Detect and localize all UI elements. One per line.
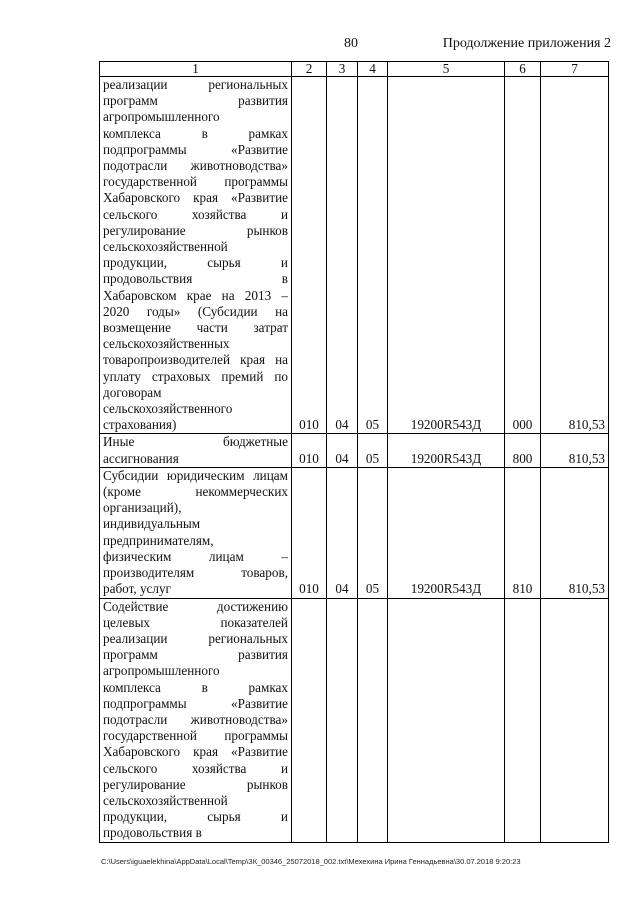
appendix-continuation-label: Продолжение приложения 2 xyxy=(442,36,611,51)
amount-cell: 810,53 xyxy=(541,467,609,598)
row-name-cell xyxy=(100,77,292,434)
row-name-line: целевых показателей xyxy=(103,614,288,630)
row-name-line: страхования) xyxy=(103,417,177,433)
row-name-line: ассигнования xyxy=(103,450,179,466)
row-name-line: сельскохозяйственного xyxy=(103,401,233,417)
page-number: 80 xyxy=(344,36,358,51)
row-name-line: регулирование рынков xyxy=(103,222,288,238)
row-name-cell xyxy=(100,434,292,467)
row-name-line: государственной программы xyxy=(103,174,288,190)
file-path-footer: C:\Users\iguaelekhina\AppData\Local\Temp\ЗК_00346_25072018_002.txt\Мехехина Ирина Геннадьевна\30.07.2018 9:20:23 xyxy=(101,857,521,866)
column-header: 3 xyxy=(327,62,358,77)
row-name-line: Хабаровского края «Развитие xyxy=(103,744,288,760)
target-article-cell: 19200R543Д xyxy=(388,77,505,434)
row-name-line: подпрограммы «Развитие xyxy=(103,141,288,157)
row-name-line: подотрасли животноводства» xyxy=(103,711,288,727)
row-name-line: индивидуальным xyxy=(103,516,201,532)
amount-cell: 810,53 xyxy=(541,434,609,467)
row-name-line: уплату страховых премий по xyxy=(103,368,288,384)
table-row xyxy=(100,434,609,467)
row-name-line: продукции, сырья и xyxy=(103,255,288,271)
subsection-cell xyxy=(358,598,388,842)
row-name-line: Иные бюджетные xyxy=(103,434,288,450)
section-cell: 04 xyxy=(327,434,358,467)
code-cell: 010 xyxy=(292,434,327,467)
code-cell: 010 xyxy=(292,467,327,598)
row-name-line: реализации региональных xyxy=(103,630,288,646)
row-name-line: комплекса в рамках xyxy=(103,125,288,141)
expense-type-cell: 810 xyxy=(505,467,541,598)
row-name-line: сельского хозяйства и xyxy=(103,760,288,776)
row-name-line: возмещение части затрат xyxy=(103,320,288,336)
table-row xyxy=(100,77,609,434)
row-name-line: сельскохозяйственной xyxy=(103,792,228,808)
row-name-line: Хабаровском крае на 2013 – xyxy=(103,287,288,303)
subsection-cell: 05 xyxy=(358,467,388,598)
column-header: 6 xyxy=(505,62,541,77)
table-row xyxy=(100,467,609,598)
row-name-line: подотрасли животноводства» xyxy=(103,158,288,174)
row-name-line: продукции, сырья и xyxy=(103,809,288,825)
subsection-cell: 05 xyxy=(358,434,388,467)
row-name-line: Содействие достижению xyxy=(103,598,288,614)
section-cell: 04 xyxy=(327,467,358,598)
target-article-cell xyxy=(388,598,505,842)
column-header: 1 xyxy=(100,62,292,77)
row-name-line: подпрограммы «Развитие xyxy=(103,695,288,711)
row-name-line: реализации региональных xyxy=(103,77,288,92)
expense-type-cell: 000 xyxy=(505,77,541,434)
column-header: 5 xyxy=(388,62,505,77)
row-name-line: 2020 годы» (Субсидии на xyxy=(103,303,288,319)
row-name-line: физическим лицам – xyxy=(103,548,288,564)
row-name-line: Субсидии юридическим лицам xyxy=(103,467,288,483)
row-name-line: продовольствия в xyxy=(103,271,288,287)
column-header: 7 xyxy=(541,62,609,77)
row-name-line: сельскохозяйственных xyxy=(103,336,230,352)
column-header-row xyxy=(100,62,609,77)
row-name-line: сельского хозяйства и xyxy=(103,206,288,222)
amount-cell: 810,53 xyxy=(541,77,609,434)
row-name-line: сельскохозяйственной xyxy=(103,239,228,255)
row-name-line: государственной программы xyxy=(103,728,288,744)
row-name-line: работ, услуг xyxy=(103,581,171,597)
column-header: 2 xyxy=(292,62,327,77)
section-cell: 04 xyxy=(327,77,358,434)
row-name-line: (кроме некоммерческих xyxy=(103,484,288,500)
amount-cell xyxy=(541,598,609,842)
target-article-cell: 19200R543Д xyxy=(388,434,505,467)
row-name-line: производителям товаров, xyxy=(103,565,288,581)
row-name-line: агропромышленного xyxy=(103,663,220,679)
expense-type-cell: 800 xyxy=(505,434,541,467)
row-name-cell xyxy=(100,467,292,598)
row-name-line: программ развития xyxy=(103,93,288,109)
column-header: 4 xyxy=(358,62,388,77)
row-name-line: товаропроизводителей края на xyxy=(103,352,288,368)
table-row xyxy=(100,598,609,842)
row-name-cell xyxy=(100,598,292,842)
subsection-cell: 05 xyxy=(358,77,388,434)
row-name-line: договорам xyxy=(103,384,162,400)
row-name-line: агропромышленного xyxy=(103,109,220,125)
target-article-cell: 19200R543Д xyxy=(388,467,505,598)
code-cell xyxy=(292,598,327,842)
section-cell xyxy=(327,598,358,842)
budget-table xyxy=(99,61,609,843)
expense-type-cell xyxy=(505,598,541,842)
row-name-line: Хабаровского края «Развитие xyxy=(103,190,288,206)
row-name-line: программ развития xyxy=(103,647,288,663)
row-name-line: организаций), xyxy=(103,500,182,516)
row-name-line: продовольствия в xyxy=(103,825,202,841)
row-name-line: предпринимателям, xyxy=(103,532,214,548)
code-cell: 010 xyxy=(292,77,327,434)
row-name-line: комплекса в рамках xyxy=(103,679,288,695)
row-name-line: регулирование рынков xyxy=(103,776,288,792)
